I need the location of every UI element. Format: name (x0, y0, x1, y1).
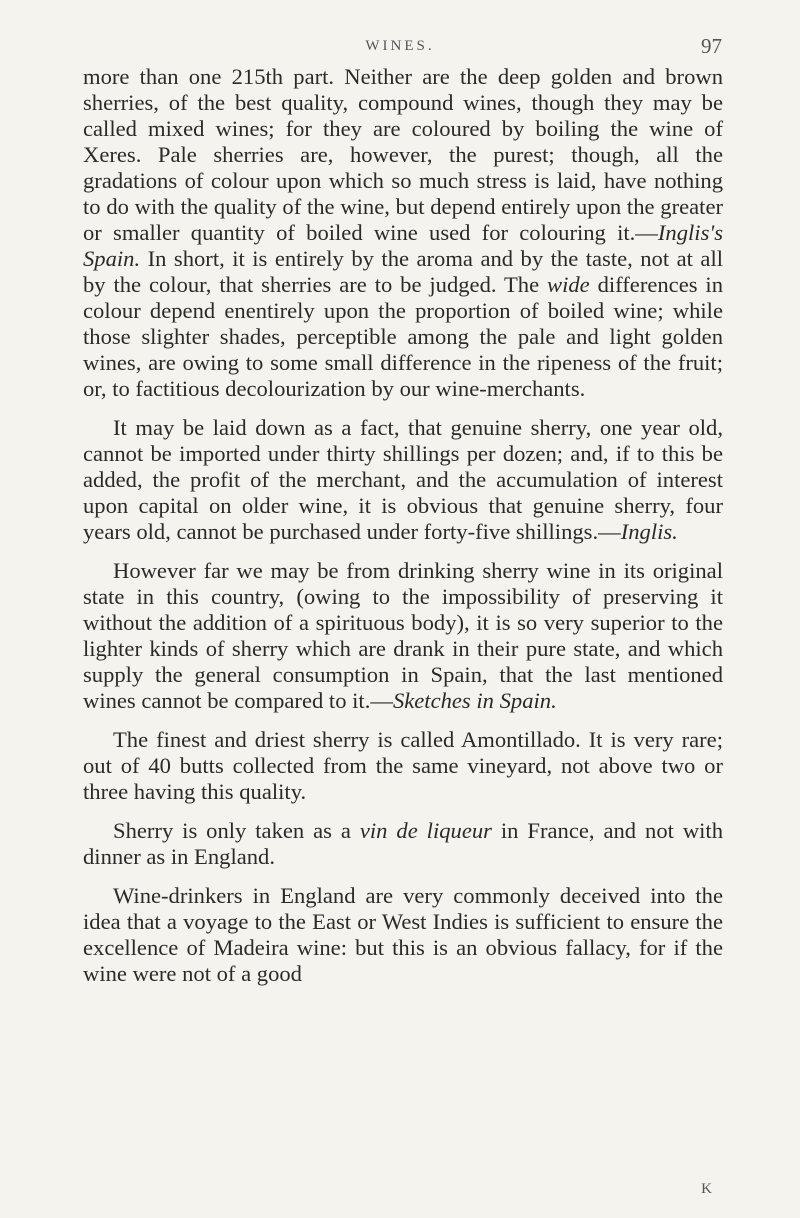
running-title: WINES. (365, 38, 435, 54)
body-text (83, 64, 723, 1000)
paragraph-1 (83, 64, 723, 402)
paragraph-4 (83, 727, 723, 805)
emphasis-wide: wide (547, 272, 590, 297)
paragraph-5-text-b: in France, and not with dinner as in England. (83, 818, 723, 869)
paragraph-1-text-c: differences in colour depend enentirely upon the proportion of boiled wine; while those slighter shades, perceptible among the pale and light golden wines, are owing to some small difference in the ripeness of the fruit; or, to factitious decolourization by our wine-merchants. (83, 272, 723, 401)
citation-inglis: Inglis. (620, 519, 678, 544)
paragraph-3 (83, 558, 723, 714)
page-number: 97 (701, 34, 722, 58)
paragraph-1-text-b: In short, it is entirely by the aroma and by the taste, not at all by the colour, that sherries are to be judged. The (83, 246, 723, 297)
paragraph-2 (83, 415, 723, 545)
emphasis-vin-de-liqueur: vin de liqueur (359, 818, 492, 843)
paragraph-3-text: However far we may be from drinking sherry wine in its original state in this country, (owing to the impossibility of preserving it without the addition of a spirituous body), it is so very superior to the lighter kinds of sherry which are drank in their pure state, and which supply the general consumption in Spain, that the last mentioned wines cannot be compared to it.— (83, 558, 723, 713)
paragraph-6-text: Wine-drinkers in England are very commonly deceived into the idea that a voyage to the East or West Indies is sufficient to ensure the excellence of Madeira wine: but this is an obvious fallacy, for if the wine were not of a good (83, 883, 723, 986)
citation-inglis-spain: Inglis's Spain. (83, 220, 723, 271)
running-head (0, 34, 800, 62)
paragraph-6 (83, 883, 723, 987)
paragraph-4-text: The finest and driest sherry is called Amontillado. It is very rare; out of 40 butts collected from the same vineyard, not above two or three having this quality. (83, 727, 723, 804)
paragraph-1-text-a: more than one 215th part. Neither are the deep golden and brown sherries, of the best quality, compound wines, though they may be called mixed wines; for they are coloured by boiling the wine of Xeres. Pale sherries are, however, the purest; though, all the gradations of colour upon which so much stress is laid, have nothing to do with the quality of the wine, but depend entirely upon the greater or smaller quantity of boiled wine used for colouring it.— (83, 64, 723, 245)
citation-sketches-in-spain: Sketches in Spain. (392, 688, 557, 713)
paragraph-5-text-a: Sherry is only taken as a (113, 818, 360, 843)
paragraph-2-text: It may be laid down as a fact, that genuine sherry, one year old, cannot be imported under thirty shillings per dozen; and, if to this be added, the profit of the merchant, and the accumulation of interest upon capital on older wine, it is obvious that genuine sherry, four years old, cannot be purchased under forty-five shillings.— (83, 415, 723, 544)
paragraph-5 (83, 818, 723, 870)
signature-mark: K (701, 1181, 712, 1197)
